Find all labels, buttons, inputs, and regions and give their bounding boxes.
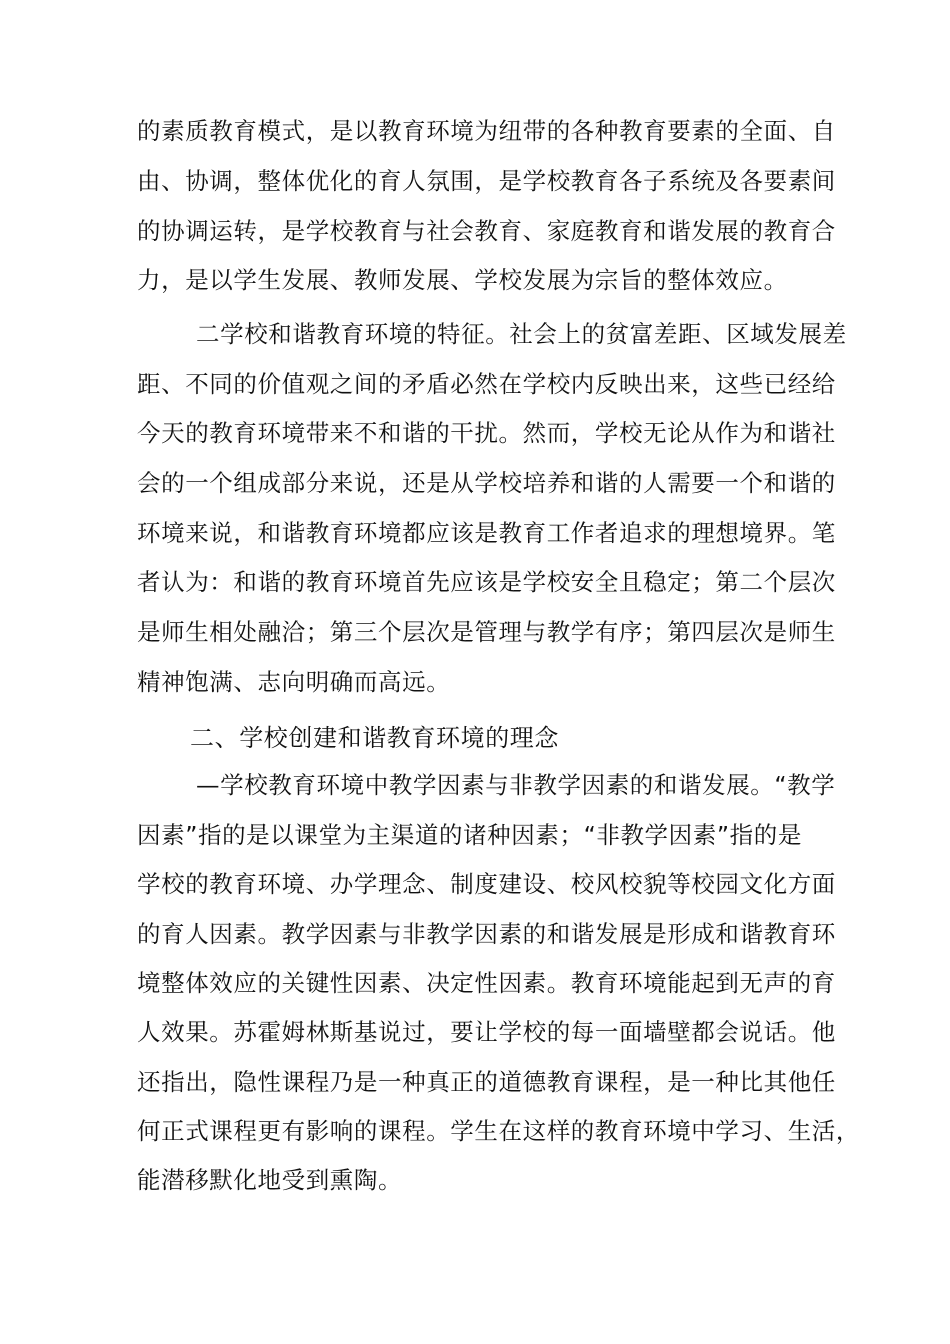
paragraph-line: 境整体效应的关键性因素、决定性因素。教育环境能起到无声的育	[137, 969, 836, 997]
paragraph-line: 学校的教育环境、办学理念、制度建设、校风校貌等校园文化方面	[137, 870, 836, 898]
paragraph-line: 今天的教育环境带来不和谐的干扰。然而，学校无论从作为和谐社	[137, 419, 836, 447]
paragraph-line: 距、不同的价值观之间的矛盾必然在学校内反映出来，这些已经给	[137, 370, 836, 398]
paragraph-line: 环境来说，和谐教育环境都应该是教育工作者追求的理想境界。笔	[137, 519, 836, 547]
paragraph-line: 的协调运转，是学校教育与社会教育、家庭教育和谐发展的教育合	[137, 217, 836, 245]
paragraph-line: 精神饱满、志向明确而高远。	[137, 668, 451, 696]
paragraph-line: 因素”指的是以课堂为主渠道的诸种因素；“非教学因素”指的是	[137, 821, 802, 849]
paragraph-line: 会的一个组成部分来说，还是从学校培养和谐的人需要一个和谐的	[137, 469, 836, 497]
paragraph-line: 是师生相处融洽；第三个层次是管理与教学有序；第四层次是师生	[137, 618, 836, 646]
paragraph-line: 能潜移默化地受到熏陶。	[137, 1166, 403, 1194]
paragraph-line: 力，是以学生发展、教师发展、学校发展为宗旨的整体效应。	[137, 266, 788, 294]
paragraph-line: 的育人因素。教学因素与非教学因素的和谐发展是形成和谐教育环	[137, 920, 836, 948]
paragraph-line: —学校教育环境中教学因素与非教学因素的和谐发展。“教学	[196, 771, 836, 799]
paragraph-line: 何正式课程更有影响的课程。学生在这样的教育环境中学习、生活，	[137, 1117, 860, 1145]
paragraph-line: 者认为：和谐的教育环境首先应该是学校安全且稳定；第二个层次	[137, 568, 836, 596]
paragraph-line: 二学校和谐教育环境的特征。社会上的贫富差距、区域发展差	[196, 320, 847, 348]
paragraph-line: 人效果。苏霍姆林斯基说过，要让学校的每一面墙壁都会说话。他	[137, 1018, 836, 1046]
paragraph-line: 的素质教育模式，是以教育环境为纽带的各种教育要素的全面、自	[137, 117, 836, 145]
paragraph-line: 由、协调，整体优化的育人氛围，是学校教育各子系统及各要素间	[137, 167, 836, 195]
section-heading: 二、学校创建和谐教育环境的理念	[190, 724, 559, 752]
paragraph-line: 还指出，隐性课程乃是一种真正的道德教育课程，是一种比其他任	[137, 1068, 836, 1096]
